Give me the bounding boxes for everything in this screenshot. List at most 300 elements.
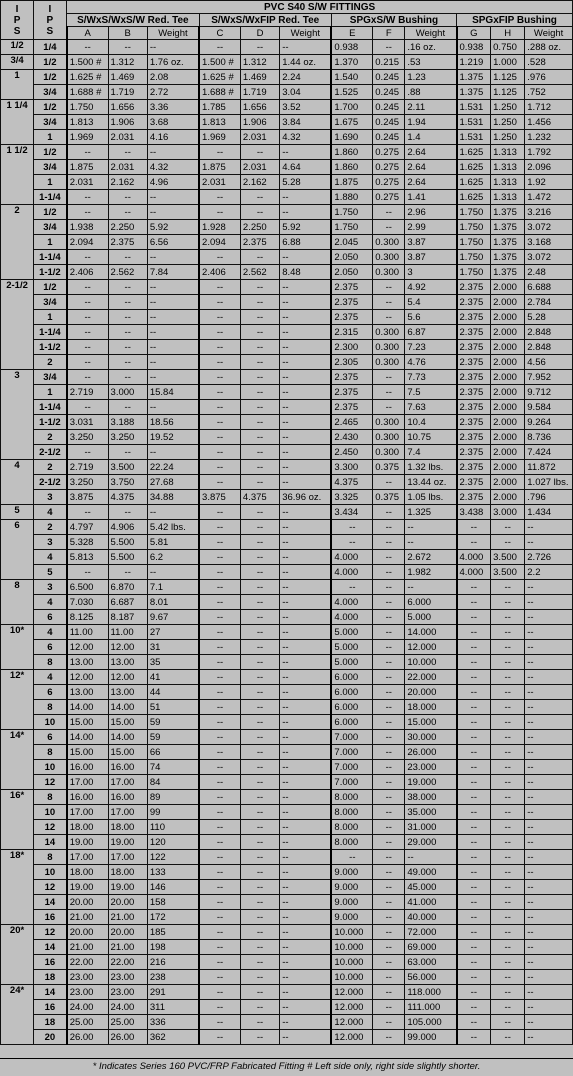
value-cell: 2.000 xyxy=(491,310,525,325)
value-cell: 4.906 xyxy=(108,520,147,535)
value-cell: -- xyxy=(373,505,405,520)
value-cell: -- xyxy=(491,910,525,925)
value-cell: 2.094 xyxy=(199,235,240,250)
value-cell: -- xyxy=(280,760,332,775)
value-cell: 7.000 xyxy=(331,760,372,775)
value-cell: -- xyxy=(373,880,405,895)
value-cell: -- xyxy=(331,535,372,550)
value-cell: 12.000 xyxy=(331,1030,372,1045)
value-cell: -- xyxy=(525,700,573,715)
value-cell: 0.275 xyxy=(373,145,405,160)
value-cell: 1.312 xyxy=(240,55,279,70)
value-cell: 1.712 xyxy=(525,100,573,115)
value-cell: -- xyxy=(491,580,525,595)
value-cell: 89 xyxy=(147,790,199,805)
value-cell: -- xyxy=(373,910,405,925)
table-row xyxy=(1,820,573,835)
column-header: Weight xyxy=(280,27,332,40)
table-row xyxy=(1,205,573,220)
value-cell: -- xyxy=(373,775,405,790)
value-cell: 2.375 xyxy=(457,325,491,340)
value-cell: -- xyxy=(491,1000,525,1015)
value-cell: 1.750 xyxy=(457,205,491,220)
reducing-size-cell: 5 xyxy=(34,565,67,580)
value-cell: -- xyxy=(147,445,199,460)
value-cell: -- xyxy=(240,475,279,490)
value-cell: -- xyxy=(67,295,108,310)
value-cell: -- xyxy=(491,970,525,985)
value-cell: 1.700 xyxy=(331,100,372,115)
value-cell: 3.875 xyxy=(67,490,108,505)
value-cell: 0.300 xyxy=(373,265,405,280)
value-cell: 99.000 xyxy=(405,1030,457,1045)
value-cell: 110 xyxy=(147,820,199,835)
value-cell: 1.750 xyxy=(457,235,491,250)
value-cell: 23.00 xyxy=(67,985,108,1000)
value-cell: 27.68 xyxy=(147,475,199,490)
value-cell: 6.500 xyxy=(67,580,108,595)
value-cell: 21.00 xyxy=(108,940,147,955)
value-cell: 2.050 xyxy=(331,265,372,280)
value-cell: -- xyxy=(199,145,240,160)
value-cell: 22.24 xyxy=(147,460,199,475)
value-cell: 4.000 xyxy=(331,610,372,625)
value-cell: 1.525 xyxy=(331,85,372,100)
table-row xyxy=(1,595,573,610)
value-cell: 5.6 xyxy=(405,310,457,325)
value-cell: 2.375 xyxy=(457,310,491,325)
value-cell: -- xyxy=(199,670,240,685)
value-cell: -- xyxy=(199,775,240,790)
value-cell: 1.531 xyxy=(457,115,491,130)
value-cell: 3 xyxy=(405,265,457,280)
value-cell: 14.00 xyxy=(108,700,147,715)
value-cell: 1.313 xyxy=(491,190,525,205)
value-cell: 133 xyxy=(147,865,199,880)
value-cell: -- xyxy=(199,610,240,625)
value-cell: 35.000 xyxy=(405,805,457,820)
value-cell: 4.56 xyxy=(525,355,573,370)
value-cell: 2.719 xyxy=(67,385,108,400)
reducing-size-cell: 8 xyxy=(34,655,67,670)
value-cell: 34.88 xyxy=(147,490,199,505)
value-cell: -- xyxy=(491,670,525,685)
value-cell: 2.465 xyxy=(331,415,372,430)
value-cell: -- xyxy=(405,850,457,865)
value-cell: 1.625 xyxy=(457,175,491,190)
value-cell: 12.000 xyxy=(405,640,457,655)
value-cell: -- xyxy=(147,340,199,355)
value-cell: -- xyxy=(199,370,240,385)
value-cell: -- xyxy=(280,505,332,520)
column-header: F xyxy=(373,27,405,40)
table-row xyxy=(1,535,573,550)
table-row xyxy=(1,745,573,760)
value-cell: -- xyxy=(199,505,240,520)
size-cell: 1 1/2 xyxy=(1,145,34,205)
value-cell: 105.000 xyxy=(405,1015,457,1030)
value-cell: 1.469 xyxy=(108,70,147,85)
value-cell: 1.375 xyxy=(491,265,525,280)
value-cell: 1.875 xyxy=(199,160,240,175)
value-cell: 23.00 xyxy=(67,970,108,985)
reducing-size-cell: 3/4 xyxy=(34,370,67,385)
value-cell: -- xyxy=(280,445,332,460)
value-cell: 2.031 xyxy=(67,175,108,190)
value-cell: -- xyxy=(280,910,332,925)
value-cell: -- xyxy=(280,325,332,340)
reducing-size-cell: 1-1/4 xyxy=(34,325,67,340)
value-cell: 3.500 xyxy=(108,460,147,475)
column-header: B xyxy=(108,27,147,40)
table-row xyxy=(1,55,573,70)
value-cell: -- xyxy=(199,460,240,475)
value-cell: 8.736 xyxy=(525,430,573,445)
value-cell: -- xyxy=(108,190,147,205)
value-cell: 20.00 xyxy=(108,895,147,910)
reducing-size-cell: 8 xyxy=(34,745,67,760)
table-row xyxy=(1,280,573,295)
value-cell: 6.56 xyxy=(147,235,199,250)
value-cell: 72.000 xyxy=(405,925,457,940)
value-cell: 1.625 # xyxy=(199,70,240,85)
value-cell: -- xyxy=(280,610,332,625)
reducing-size-cell: 3 xyxy=(34,535,67,550)
value-cell: 6.000 xyxy=(331,715,372,730)
value-cell: -- xyxy=(280,655,332,670)
value-cell: -- xyxy=(199,445,240,460)
value-cell: 59 xyxy=(147,730,199,745)
size-cell: 20* xyxy=(1,925,34,985)
value-cell: -- xyxy=(280,985,332,1000)
value-cell: 4.797 xyxy=(67,520,108,535)
value-cell: 2.000 xyxy=(491,325,525,340)
value-cell: -- xyxy=(373,850,405,865)
value-cell: -- xyxy=(199,685,240,700)
value-cell: -- xyxy=(199,805,240,820)
value-cell: 1.472 xyxy=(525,190,573,205)
value-cell: .976 xyxy=(525,70,573,85)
table-row xyxy=(1,835,573,850)
value-cell: -- xyxy=(491,790,525,805)
value-cell: -- xyxy=(240,400,279,415)
value-cell: -- xyxy=(525,895,573,910)
table-row xyxy=(1,625,573,640)
value-cell: -- xyxy=(457,985,491,1000)
value-cell: -- xyxy=(240,145,279,160)
value-cell: -- xyxy=(331,520,372,535)
value-cell: 1.982 xyxy=(405,565,457,580)
value-cell: 2.031 xyxy=(108,130,147,145)
table-row xyxy=(1,805,573,820)
value-cell: -- xyxy=(525,670,573,685)
value-cell: 4.000 xyxy=(331,595,372,610)
value-cell: -- xyxy=(373,565,405,580)
value-cell: 158 xyxy=(147,895,199,910)
column-header: G xyxy=(457,27,491,40)
value-cell: 2.406 xyxy=(199,265,240,280)
value-cell: -- xyxy=(67,445,108,460)
value-cell: -- xyxy=(525,715,573,730)
value-cell: -- xyxy=(240,415,279,430)
value-cell: -- xyxy=(240,1030,279,1045)
value-cell: 172 xyxy=(147,910,199,925)
value-cell: -- xyxy=(199,325,240,340)
value-cell: 1.813 xyxy=(199,115,240,130)
value-cell: -- xyxy=(525,820,573,835)
table-row xyxy=(1,115,573,130)
table-row xyxy=(1,880,573,895)
value-cell: -- xyxy=(280,190,332,205)
value-cell: -- xyxy=(525,790,573,805)
value-cell: -- xyxy=(373,685,405,700)
value-cell: 2.096 xyxy=(525,160,573,175)
value-cell: 5.28 xyxy=(525,310,573,325)
value-cell: -- xyxy=(491,760,525,775)
reducing-size-cell: 8 xyxy=(34,790,67,805)
value-cell: -- xyxy=(108,325,147,340)
value-cell: 9.584 xyxy=(525,400,573,415)
value-cell: -- xyxy=(457,640,491,655)
value-cell: -- xyxy=(199,940,240,955)
reducing-size-cell: 1-1/2 xyxy=(34,415,67,430)
value-cell: 3.325 xyxy=(331,490,372,505)
value-cell: 23.00 xyxy=(108,970,147,985)
table-row xyxy=(1,355,573,370)
value-cell: -- xyxy=(108,370,147,385)
reducing-size-cell: 4 xyxy=(34,505,67,520)
value-cell: 1.500 # xyxy=(199,55,240,70)
value-cell: 3.434 xyxy=(331,505,372,520)
table-row xyxy=(1,910,573,925)
value-cell: 1.375 xyxy=(491,235,525,250)
value-cell: 2.24 xyxy=(280,70,332,85)
value-cell: -- xyxy=(199,595,240,610)
value-cell: 6.87 xyxy=(405,325,457,340)
value-cell: 2.162 xyxy=(240,175,279,190)
value-cell: 24.00 xyxy=(67,1000,108,1015)
size-cell: 10* xyxy=(1,625,34,670)
group-header-bushing-sw: SPGxS/W Bushing xyxy=(331,14,456,27)
size-cell: 1 1/4 xyxy=(1,100,34,145)
value-cell: 44 xyxy=(147,685,199,700)
table-row xyxy=(1,865,573,880)
value-cell: 9.712 xyxy=(525,385,573,400)
table-row xyxy=(1,370,573,385)
column-header: E xyxy=(331,27,372,40)
value-cell: 0.300 xyxy=(373,445,405,460)
value-cell: 36.96 oz. xyxy=(280,490,332,505)
value-cell: 2.848 xyxy=(525,325,573,340)
value-cell: -- xyxy=(525,640,573,655)
value-cell: 0.300 xyxy=(373,355,405,370)
value-cell: 1.625 xyxy=(457,190,491,205)
value-cell: 10.75 xyxy=(405,430,457,445)
value-cell: 0.750 xyxy=(491,40,525,55)
value-cell: -- xyxy=(457,520,491,535)
value-cell: 1.027 lbs. xyxy=(525,475,573,490)
value-cell: -- xyxy=(108,445,147,460)
value-cell: 120 xyxy=(147,835,199,850)
value-cell: 22.000 xyxy=(405,670,457,685)
reducing-size-cell: 2 xyxy=(34,430,67,445)
value-cell: 21.00 xyxy=(67,910,108,925)
value-cell: 2.96 xyxy=(405,205,457,220)
value-cell: -- xyxy=(525,865,573,880)
reducing-size-cell: 2 xyxy=(34,520,67,535)
table-row xyxy=(1,1000,573,1015)
value-cell: -- xyxy=(280,550,332,565)
value-cell: 7.73 xyxy=(405,370,457,385)
value-cell: .53 xyxy=(405,55,457,70)
value-cell: 5.4 xyxy=(405,295,457,310)
value-cell: -- xyxy=(280,400,332,415)
table-row xyxy=(1,1030,573,1045)
value-cell: 16.00 xyxy=(108,790,147,805)
value-cell: 1.860 xyxy=(331,160,372,175)
value-cell: -- xyxy=(280,310,332,325)
table-row xyxy=(1,565,573,580)
value-cell: -- xyxy=(240,625,279,640)
value-cell: 5.92 xyxy=(147,220,199,235)
reducing-size-cell: 18 xyxy=(34,1015,67,1030)
value-cell: 5.328 xyxy=(67,535,108,550)
value-cell: 6.688 xyxy=(525,280,573,295)
value-cell: -- xyxy=(280,430,332,445)
value-cell: 1.719 xyxy=(240,85,279,100)
value-cell: 0.300 xyxy=(373,430,405,445)
value-cell: 2.375 xyxy=(457,415,491,430)
value-cell: 8.187 xyxy=(108,610,147,625)
value-cell: -- xyxy=(199,730,240,745)
value-cell: 1.375 xyxy=(491,250,525,265)
value-cell: 1.875 xyxy=(331,175,372,190)
value-cell: 4.96 xyxy=(147,175,199,190)
reducing-size-cell: 10 xyxy=(34,805,67,820)
table-row xyxy=(1,640,573,655)
value-cell: -- xyxy=(240,670,279,685)
value-cell: 5.000 xyxy=(331,655,372,670)
value-cell: -- xyxy=(280,565,332,580)
value-cell: 63.000 xyxy=(405,955,457,970)
value-cell: -- xyxy=(240,430,279,445)
value-cell: 11.00 xyxy=(67,625,108,640)
reducing-size-cell: 1/2 xyxy=(34,280,67,295)
value-cell: -- xyxy=(491,745,525,760)
value-cell: -- xyxy=(525,610,573,625)
value-cell: -- xyxy=(457,940,491,955)
value-cell: 7.000 xyxy=(331,745,372,760)
value-cell: -- xyxy=(491,865,525,880)
value-cell: 8.48 xyxy=(280,265,332,280)
value-cell: -- xyxy=(373,670,405,685)
value-cell: 49.000 xyxy=(405,865,457,880)
value-cell: 12.00 xyxy=(67,640,108,655)
size-cell: 12* xyxy=(1,670,34,730)
value-cell: -- xyxy=(373,610,405,625)
table-row xyxy=(1,475,573,490)
value-cell: -- xyxy=(199,520,240,535)
reducing-size-cell: 4 xyxy=(34,550,67,565)
value-cell: 74 xyxy=(147,760,199,775)
reducing-size-cell: 1/2 xyxy=(34,205,67,220)
value-cell: -- xyxy=(373,220,405,235)
table-row xyxy=(1,265,573,280)
value-cell: 6.2 xyxy=(147,550,199,565)
value-cell: 4.375 xyxy=(108,490,147,505)
value-cell: 2.050 xyxy=(331,250,372,265)
value-cell: 1.750 xyxy=(331,205,372,220)
value-cell: 2.375 xyxy=(457,340,491,355)
value-cell: 1.750 xyxy=(457,220,491,235)
value-cell: -- xyxy=(331,580,372,595)
value-cell: -- xyxy=(373,280,405,295)
value-cell: 2.375 xyxy=(108,235,147,250)
value-cell: -- xyxy=(373,400,405,415)
table-row xyxy=(1,85,573,100)
value-cell: -- xyxy=(199,655,240,670)
value-cell: -- xyxy=(199,640,240,655)
value-cell: -- xyxy=(240,655,279,670)
reducing-size-cell: 1 xyxy=(34,175,67,190)
value-cell: 2.375 xyxy=(240,235,279,250)
value-cell: -- xyxy=(373,640,405,655)
value-cell: 23.00 xyxy=(108,985,147,1000)
value-cell: 1.375 xyxy=(457,85,491,100)
value-cell: 4.92 xyxy=(405,280,457,295)
value-cell: 19.000 xyxy=(405,775,457,790)
reducing-size-cell: 12 xyxy=(34,820,67,835)
value-cell: 2.000 xyxy=(491,475,525,490)
value-cell: 3.250 xyxy=(67,475,108,490)
value-cell: -- xyxy=(240,790,279,805)
value-cell: 13.00 xyxy=(108,655,147,670)
value-cell: -- xyxy=(457,745,491,760)
value-cell: -- xyxy=(240,325,279,340)
value-cell: 0.375 xyxy=(373,490,405,505)
value-cell: 1.000 xyxy=(491,55,525,70)
table-row xyxy=(1,700,573,715)
value-cell: -- xyxy=(280,820,332,835)
value-cell: -- xyxy=(199,385,240,400)
value-cell: 15.00 xyxy=(108,715,147,730)
value-cell: -- xyxy=(373,550,405,565)
value-cell: -- xyxy=(240,595,279,610)
value-cell: 2.250 xyxy=(108,220,147,235)
value-cell: -- xyxy=(280,955,332,970)
value-cell: -- xyxy=(199,475,240,490)
value-cell: 291 xyxy=(147,985,199,1000)
value-cell: 17.00 xyxy=(67,850,108,865)
value-cell: -- xyxy=(280,415,332,430)
value-cell: 66 xyxy=(147,745,199,760)
reducing-size-cell: 2-1/2 xyxy=(34,445,67,460)
value-cell: 2.64 xyxy=(405,160,457,175)
value-cell: 7.000 xyxy=(331,730,372,745)
value-cell: -- xyxy=(491,805,525,820)
value-cell: -- xyxy=(491,700,525,715)
value-cell: -- xyxy=(280,640,332,655)
reducing-size-cell: 3/4 xyxy=(34,115,67,130)
value-cell: -- xyxy=(147,145,199,160)
value-cell: 3.84 xyxy=(280,115,332,130)
value-cell: 1.370 xyxy=(331,55,372,70)
table-row xyxy=(1,850,573,865)
table-row xyxy=(1,100,573,115)
value-cell: 2.000 xyxy=(491,490,525,505)
value-cell: 1.23 xyxy=(405,70,457,85)
value-cell: -- xyxy=(67,40,108,55)
